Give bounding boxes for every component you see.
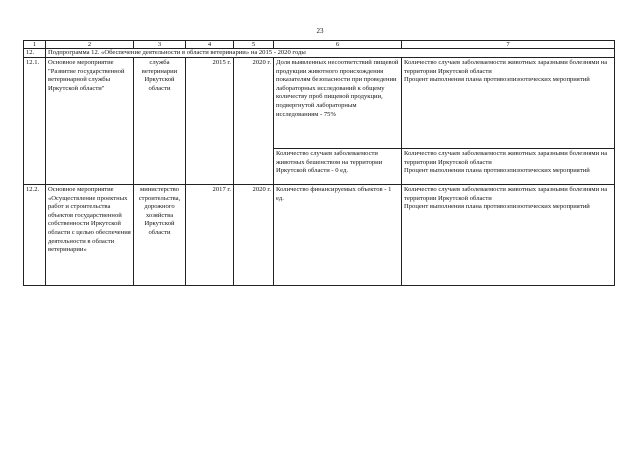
subprogram-row (24, 49, 615, 58)
measure-name: Основное мероприятие «Осуществление проектных работ и строительства объектов государственной собственности Иркутской области с целью обеспечения деятельности в области ветеринарии» (46, 185, 134, 286)
subprogram-title: Подпрограмма 12. «Обеспечение деятельности в области ветеринарии» на 2015 - 2020 годы (46, 49, 615, 58)
target-indicators (402, 58, 615, 149)
row-number: 12.1. (24, 58, 46, 185)
program-table (23, 40, 615, 286)
row-number: 12.2. (24, 185, 46, 286)
column-number: 3 (134, 41, 186, 49)
column-number: 5 (234, 41, 274, 49)
column-number: 1 (24, 41, 46, 49)
subprogram-number: 12. (24, 49, 46, 58)
result-indicator: Количество финансируемых объектов - 1 ед. (274, 185, 402, 286)
executor: служба ветеринарии Иркутской области (134, 58, 186, 185)
executor: министерство строительства, дорожного хозяйства Иркутской области (134, 185, 186, 286)
table-row (24, 58, 615, 149)
target-indicator: Процент выполнения плана противоэпизоотических мероприятий (404, 203, 590, 211)
column-number-row (24, 41, 615, 49)
start-year: 2015 г. (186, 58, 234, 185)
target-indicators (402, 185, 615, 286)
result-indicator: Количество случаев заболеваемости животных бешенством на территории Иркутской области - 0 ед. (274, 149, 402, 185)
target-indicator: Количество случаев заболеваемости животных заразными болезнями на территории Иркутской области (404, 186, 608, 202)
target-indicator: Количество случаев заболеваемости животных заразными болезнями на территории Иркутской области (404, 150, 608, 166)
table-row (24, 185, 615, 286)
column-number: 4 (186, 41, 234, 49)
column-number: 6 (274, 41, 402, 49)
result-indicator: Доля выявленных несоответствий пищевой продукции животного происхождения показателям безопасности при проведении лабораторных исследований к общему количеству проб пищевой продукции, подвергнутой лабораторным исследованиям - 75% (274, 58, 402, 149)
page-number: 23 (316, 27, 324, 35)
column-number: 7 (402, 41, 615, 49)
target-indicators (402, 149, 615, 185)
end-year: 2020 г. (234, 58, 274, 185)
column-number: 2 (46, 41, 134, 49)
end-year: 2020 г. (234, 185, 274, 286)
target-indicator: Количество случаев заболеваемости животных заразными болезнями на территории Иркутской области (404, 59, 608, 75)
target-indicator: Процент выполнения плана противоэпизоотических мероприятий (404, 167, 590, 175)
target-indicator: Процент выполнения плана противоэпизоотических мероприятий (404, 76, 590, 84)
measure-name: Основное мероприятие "Развитие государственной ветеринарной службы Иркутской области" (46, 58, 134, 185)
start-year: 2017 г. (186, 185, 234, 286)
